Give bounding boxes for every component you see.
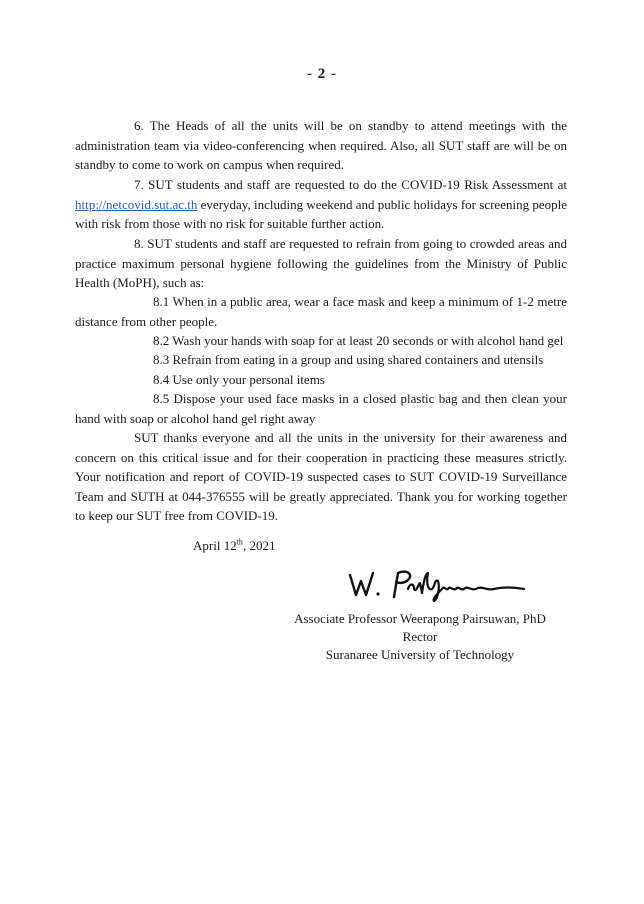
signatory-name: Associate Professor Weerapong Pairsuwan, PhD bbox=[294, 611, 546, 626]
item-7-prefix: 7. SUT students and staff are requested to do the COVID-19 Risk Assessment at bbox=[134, 177, 567, 192]
item-6: 6. The Heads of all the units will be on standby to attend meetings with the administration team via video-conferencing when required. Also, all SUT staff are will be on standby to come to work on campus when required. bbox=[75, 118, 567, 172]
signatory-title: Rector bbox=[402, 629, 438, 644]
closing-paragraph: SUT thanks everyone and all the units in the university for their awareness and concern on this critical issue and for their cooperation in practicing these measures strictly. Your notification and report of COVID-19 suspected cases to SUT COVID-19 Surveillance Team and SUTH at 044-376555 will be greatly appreciated. Thank you for working together to keep our SUT free from COVID-19. bbox=[75, 430, 567, 523]
page-number: - 2 - bbox=[307, 66, 337, 82]
item-7 bbox=[75, 175, 567, 234]
signature-block bbox=[270, 610, 570, 664]
item-8-5: 8.5 Dispose your used face masks in a closed plastic bag and then clean your hand with soap or alcohol hand gel right away bbox=[75, 391, 567, 426]
signature-image bbox=[346, 565, 536, 605]
item-8-3: 8.3 Refrain from eating in a group and using shared containers and utensils bbox=[153, 352, 544, 367]
item-8-1: 8.1 When in a public area, wear a face mask and keep a minimum of 1-2 metre distance from other people. bbox=[75, 294, 567, 329]
signatory-organization: Suranaree University of Technology bbox=[325, 647, 515, 662]
item-8: 8. SUT students and staff are requested to refrain from going to crowded areas and practice maximum personal hygiene following the guidelines from the Ministry of Public Health (MoPH), such as: bbox=[75, 236, 567, 290]
handwritten-signature bbox=[346, 565, 536, 605]
item-8-2: 8.2 Wash your hands with soap for at least 20 seconds or with alcohol hand gel bbox=[153, 333, 564, 348]
item-8-4: 8.4 Use only your personal items bbox=[153, 372, 325, 387]
netcovid-link[interactable]: http://netcovid.sut.ac.th bbox=[75, 196, 198, 212]
item-7-suffix: everyday, including weekend and public holidays for screening people with risk from those with no risk for suitable further action. bbox=[75, 196, 567, 231]
letter-date: April 12th, 2021 bbox=[193, 537, 276, 553]
